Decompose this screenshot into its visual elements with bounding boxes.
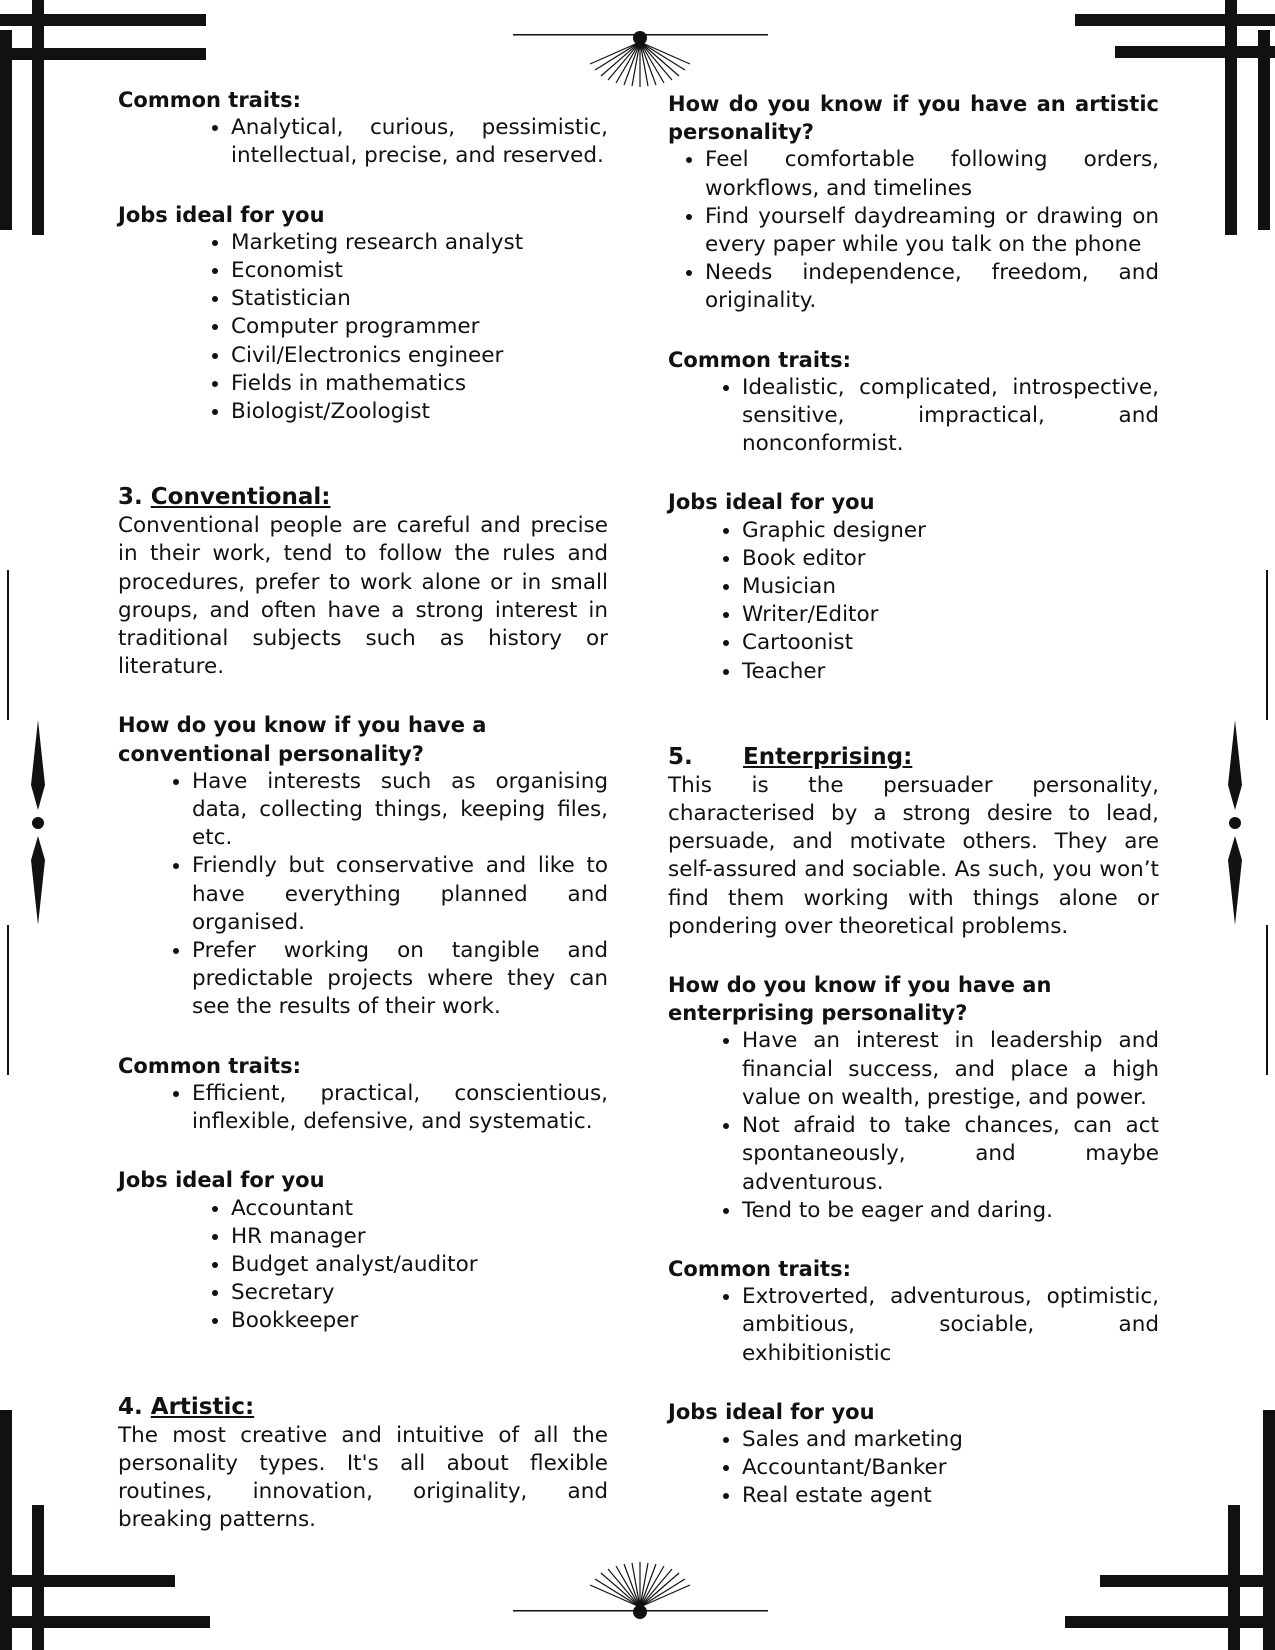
list-item: • Real estate agent <box>742 1482 1159 1510</box>
ornament-dot <box>633 1605 647 1619</box>
list-item: • Bookkeeper <box>231 1307 608 1335</box>
jobs-heading: Jobs ideal for you <box>118 202 325 227</box>
list-item: • Have interests such as organising data, collecting things, keeping files, etc. <box>192 768 608 853</box>
section-title: Enterprising: <box>743 743 913 770</box>
artistic-traits-list <box>742 374 1159 459</box>
side-line <box>1266 925 1268 1075</box>
artistic-section-title <box>118 1392 608 1422</box>
artistic-jobs-list <box>742 517 1159 686</box>
corner-bar <box>0 48 206 60</box>
side-line <box>1266 570 1268 720</box>
list-item: • Accountant <box>231 1195 608 1223</box>
corner-bar <box>1065 1616 1275 1628</box>
corner-bar <box>1263 1410 1275 1650</box>
enterprising-jobs-list <box>742 1426 1159 1511</box>
list-item: • Teacher <box>742 658 1159 686</box>
list-item: • Civil/Electronics engineer <box>231 342 608 370</box>
list-item: • Needs independence, freedom, and originality. <box>705 259 1159 315</box>
list-item: • Cartoonist <box>742 629 1159 657</box>
side-diamond <box>1228 836 1242 925</box>
conventional-description: Conventional people are careful and precise in their work, tend to follow the rules and procedures, prefer to work alone or in small groups, and often have a strong interest in traditional subjects such as history or literature. <box>118 513 608 680</box>
corner-bar <box>0 1575 175 1587</box>
section-title: Artistic: <box>150 1393 255 1420</box>
list-item: • Secretary <box>231 1279 608 1307</box>
investigative-traits-list <box>231 114 608 170</box>
list-item: • Find yourself daydreaming or drawing on every paper while you talk on the phone <box>705 203 1159 259</box>
jobs-heading: Jobs ideal for you <box>118 1168 325 1193</box>
conventional-question: How do you know if you have a conventional personality? <box>118 713 487 766</box>
enterprising-description: This is the persuader personality, characterised by a strong desire to lead, persuade, and motivate others. They are self-assured and sociable. As such, you won’t find them working with things alone or pondering over theoretical problems. <box>668 772 1159 939</box>
enterprising-signs-list <box>742 1027 1159 1224</box>
common-traits-heading: Common traits: <box>118 88 301 112</box>
list-item: • Friendly but conservative and like to have everything planned and organised. <box>192 852 608 937</box>
sunburst-top <box>590 42 690 87</box>
right-column <box>668 86 1159 1511</box>
side-diamond <box>31 836 45 925</box>
artistic-signs-list <box>705 146 1159 315</box>
side-line <box>7 925 9 1075</box>
list-item: • Computer programmer <box>231 313 608 341</box>
section-number: 5. <box>668 743 693 770</box>
list-item: • Idealistic, complicated, introspective, sensitive, impractical, and nonconformist. <box>742 374 1159 459</box>
list-item: • Book editor <box>742 545 1159 573</box>
list-item: • Tend to be eager and daring. <box>742 1197 1159 1225</box>
list-item: • Budget analyst/auditor <box>231 1251 608 1279</box>
list-item: • Musician <box>742 573 1159 601</box>
list-item: • Graphic designer <box>742 517 1159 545</box>
list-item: • Sales and marketing <box>742 1426 1159 1454</box>
list-item: • Marketing research analyst <box>231 229 608 257</box>
side-dot <box>1229 817 1241 829</box>
list-item: • Analytical, curious, pessimistic, intellectual, precise, and reserved. <box>231 114 608 170</box>
enterprising-section-title <box>668 742 1159 772</box>
section-title: Conventional: <box>150 484 331 511</box>
sunburst-bottom <box>590 1562 690 1607</box>
common-traits-heading: Common traits: <box>118 1053 301 1078</box>
list-item: • Writer/Editor <box>742 601 1159 629</box>
list-item: • Fields in mathematics <box>231 370 608 398</box>
common-traits-heading: Common traits: <box>668 347 851 372</box>
conventional-signs-list <box>192 768 608 1022</box>
side-diamond <box>31 720 45 810</box>
list-item: • Economist <box>231 257 608 285</box>
corner-bar <box>32 0 44 235</box>
list-item: • Statistician <box>231 285 608 313</box>
side-diamond <box>1228 720 1242 810</box>
list-item: • HR manager <box>231 1223 608 1251</box>
list-item: • Efficient, practical, conscientious, inflexible, defensive, and systematic. <box>192 1080 608 1136</box>
corner-bar <box>1115 46 1275 58</box>
jobs-heading: Jobs ideal for you <box>668 490 875 515</box>
section-number: 3. <box>118 484 143 511</box>
corner-bar <box>0 30 12 230</box>
list-item: • Not afraid to take chances, can act spontaneously, and maybe adventurous. <box>742 1112 1159 1197</box>
jobs-heading: Jobs ideal for you <box>668 1399 875 1424</box>
conventional-section-title <box>118 482 608 512</box>
side-dot <box>32 817 44 829</box>
common-traits-heading: Common traits: <box>668 1256 851 1281</box>
corner-bar <box>1100 1575 1275 1587</box>
conventional-jobs-list <box>231 1195 608 1336</box>
corner-bar <box>1075 14 1275 26</box>
list-item: • Feel comfortable following orders, workflows, and timelines <box>705 146 1159 202</box>
corner-bar <box>0 1410 12 1650</box>
investigative-jobs-list <box>231 229 608 426</box>
artistic-description: The most creative and intuitive of all the personality types. It's all about flexible routines, innovation, originality, and breaking patterns. <box>118 1422 608 1533</box>
list-item: • Extroverted, adventurous, optimistic, ambitious, sociable, and exhibitionistic <box>742 1283 1159 1368</box>
conventional-traits-list <box>192 1080 608 1136</box>
enterprising-question: How do you know if you have an enterprising personality? <box>668 973 1052 1026</box>
list-item: • Have an interest in leadership and financial success, and place a high value on wealth, prestige, and power. <box>742 1027 1159 1112</box>
section-number: 4. <box>118 1393 143 1420</box>
list-item: • Accountant/Banker <box>742 1454 1159 1482</box>
list-item: • Prefer working on tangible and predictable projects where they can see the results of their work. <box>192 937 608 1022</box>
list-item: • Biologist/Zoologist <box>231 398 608 426</box>
corner-bar <box>0 14 206 26</box>
corner-bar <box>0 1616 210 1628</box>
corner-bar <box>1225 0 1237 235</box>
enterprising-traits-list <box>742 1283 1159 1368</box>
corner-bar <box>1258 30 1270 230</box>
side-line <box>7 570 9 720</box>
left-column <box>118 86 608 1534</box>
artistic-question: How do you know if you have an artistic personality? <box>668 92 1159 145</box>
